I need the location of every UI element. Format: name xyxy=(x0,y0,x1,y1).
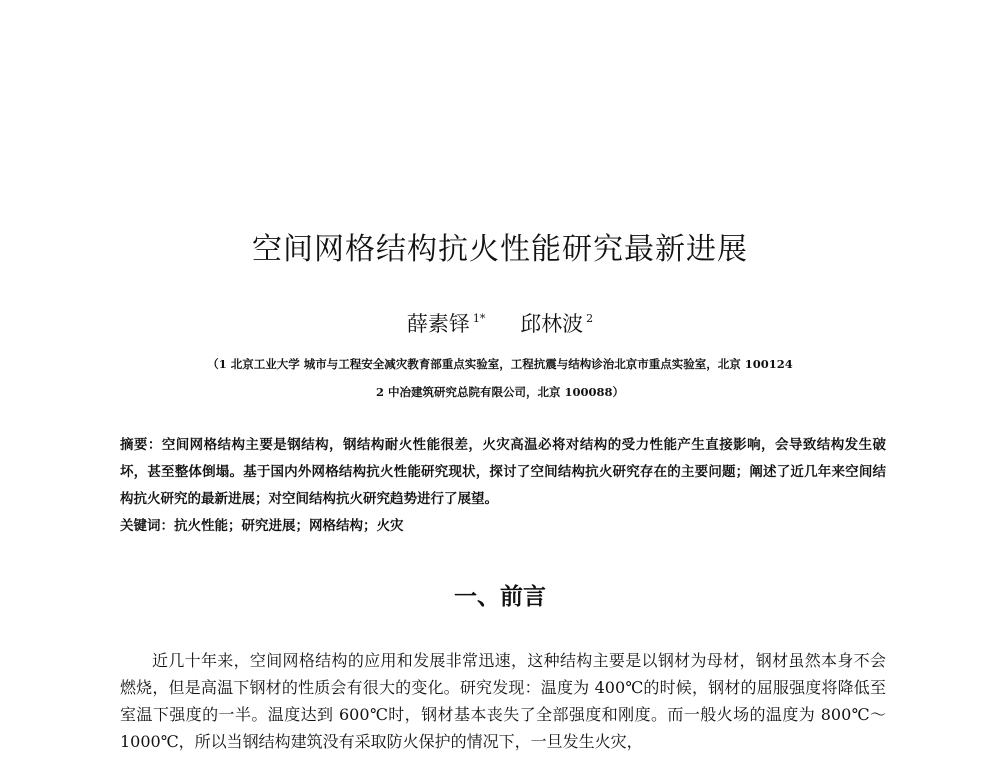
keywords xyxy=(120,513,886,540)
affiliation-line-2: 2 中冶建筑研究总院有限公司，北京 100088） xyxy=(375,385,625,399)
author-name: 薛素铎 xyxy=(406,312,470,336)
abstract-label: 摘要： xyxy=(120,437,162,453)
keywords-text: 抗火性能；研究进展；网格结构；火灾 xyxy=(174,518,404,534)
author-name: 邱林波 xyxy=(520,312,584,336)
section-heading: 一、前言 xyxy=(454,584,546,610)
author-1 xyxy=(407,308,486,338)
paper-title: 空间网格结构抗火性能研究最新进展 xyxy=(252,232,748,267)
author-superscript: 2 xyxy=(586,312,594,325)
keywords-label: 关键词： xyxy=(120,518,174,534)
affiliation-line-1: （1 北京工业大学 城市与工程安全减灾教育部重点实验室，工程抗震与结构诊治北京市重点实验室，北京 100124 xyxy=(207,357,793,371)
body-paragraph: 近几十年来，空间网格结构的应用和发展非常迅速，这种结构主要是以钢材为母材，钢材虽然本身不会燃烧，但是高温下钢材的性质会有很大的变化。研究发现：温度为 400℃的时候，钢材的屈服强度将降低至室温下强度的一半。温度达到 600℃时，钢材基本丧失了全部强度和刚度。而一般火场的温度为 800℃～1000℃，所以当钢结构建筑没有采取防火保护的情况下，一旦发生火灾， xyxy=(120,651,886,751)
abstract-text: 空间网格结构主要是钢结构，钢结构耐火性能很差，火灾高温必将对结构的受力性能产生直接影响，会导致结构发生破坏，甚至整体倒塌。基于国内外网格结构抗火性能研究现状，探讨了空间结构抗火研究存在的主要问题；阐述了近几年来空间结构抗火研究的最新进展；对空间结构抗火研究趋势进行了展望。 xyxy=(120,437,887,507)
author-superscript: 1* xyxy=(472,312,486,325)
abstract xyxy=(120,432,886,513)
author-2 xyxy=(520,308,593,338)
author-line xyxy=(0,308,1000,338)
